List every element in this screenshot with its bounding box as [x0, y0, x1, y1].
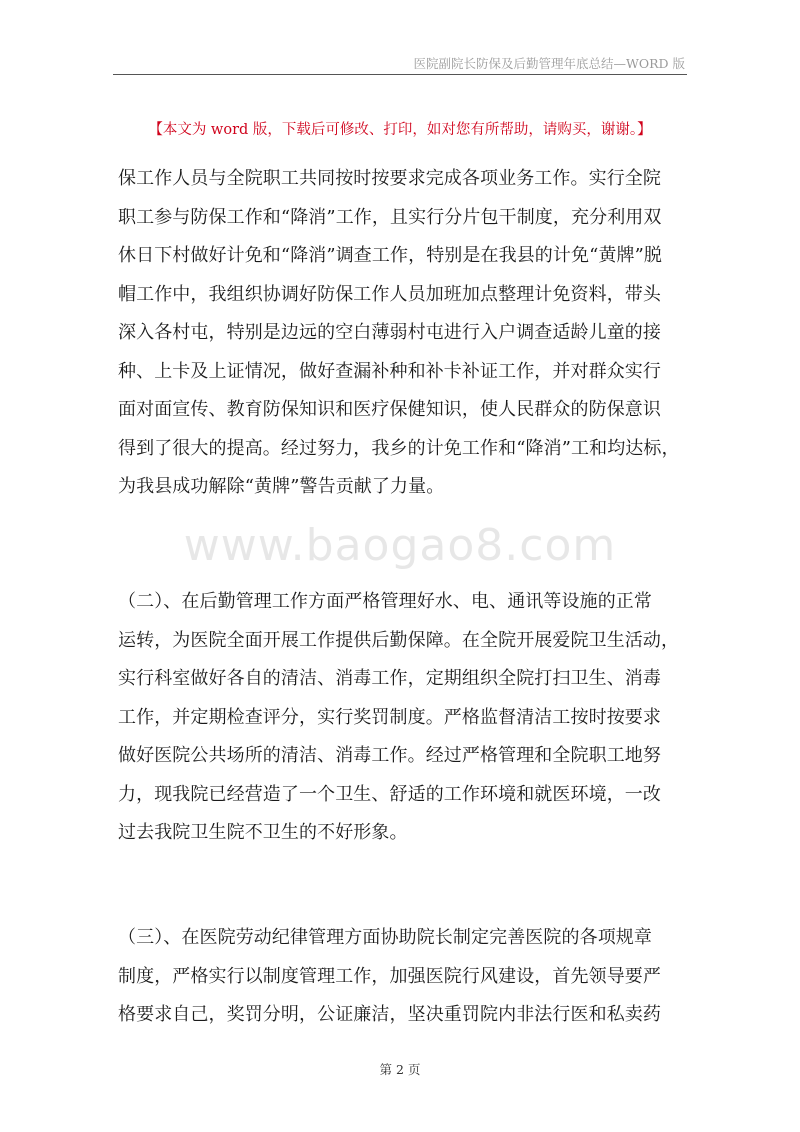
paragraph-discipline-management — [118, 919, 684, 1035]
text-line: 得到了很大的提高。经过努力，我乡的计免工作和“降消”工和均达标， — [118, 437, 680, 459]
text-line: 面对面宣传、教育防保知识和医疗保健知识，使人民群众的防保意识 — [118, 399, 661, 420]
text-line: （二）、在后勤管理工作方面严格管理好水、电、通讯等设施的正常 — [118, 591, 652, 612]
download-notice: 【本文为 word 版，下载后可修改、打印，如对您有所帮助，请购买，谢谢。】 — [148, 122, 652, 138]
running-header-title: 医院副院长防保及后勤管理年底总结—WORD 版 — [413, 56, 685, 71]
text-line: 为我县成功解除“黄牌”警告贡献了力量。 — [118, 476, 445, 497]
text-line: 帽工作中，我组织协调好防保工作人员加班加点整理计免资料，带头 — [118, 283, 661, 305]
paragraph-prevention-work — [118, 160, 684, 507]
paragraph-logistics-management — [118, 583, 684, 853]
text-line: 职工参与防保工作和“降消”工作，且实行分片包干制度，充分利用双 — [118, 206, 662, 228]
text-line: 做好医院公共场所的清洁、消毒工作。经过严格管理和全院职工地努 — [118, 745, 661, 766]
text-line: 深入各村屯，特别是边远的空白薄弱村屯进行入户调查适龄儿童的接 — [118, 322, 661, 343]
text-line: 力，现我院已经营造了一个卫生、舒适的工作环境和就医环境，一改 — [118, 783, 661, 805]
text-line: 格要求自己，奖罚分明，公证廉洁，坚决重罚院内非法行医和私卖药 — [118, 1004, 661, 1025]
text-line: 保工作人员与全院职工共同按时按要求完成各项业务工作。实行全院 — [118, 168, 661, 189]
text-line: 过去我院卫生院不卫生的不好形象。 — [118, 822, 408, 843]
text-line: 运转，为医院全面开展工作提供后勤保障。在全院开展爱院卫生活动， — [118, 629, 680, 651]
page-number: 第 2 页 — [379, 1062, 421, 1077]
text-line: 实行科室做好各自的清洁、消毒工作，定期组织全院打扫卫生、消毒 — [118, 668, 661, 689]
text-line: 制度，严格实行以制度管理工作，加强医院行风建设，首先领导要严 — [118, 965, 661, 987]
text-line: 工作，并定期检查评分，实行奖罚制度。严格监督清洁工按时按要求 — [118, 706, 661, 728]
text-line: 种、上卡及上证情况，做好查漏补种和补卡补证工作，并对群众实行 — [118, 360, 661, 382]
header-divider — [113, 74, 687, 75]
watermark: www.baogao8.com — [183, 520, 617, 571]
text-line: （三）、在医院劳动纪律管理方面协助院长制定完善医院的各项规章 — [118, 927, 652, 948]
text-line: 休日下村做好计免和“降消”调查工作，特别是在我县的计免“黄牌”脱 — [118, 245, 663, 266]
